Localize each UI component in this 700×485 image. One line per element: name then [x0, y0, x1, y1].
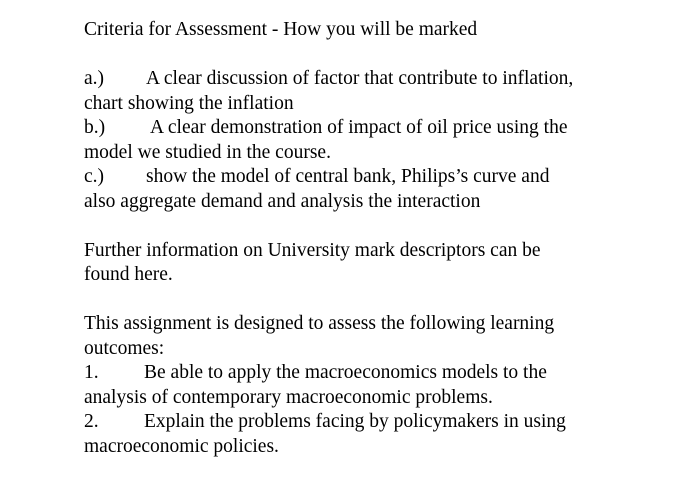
criterion-c-line2: also aggregate demand and analysis the interaction	[84, 190, 481, 212]
document-title: Criteria for Assessment - How you will be marked	[84, 19, 478, 40]
learning-outcome-1-marker: 1.	[84, 362, 99, 383]
learning-outcome-1	[84, 361, 684, 410]
criterion-a-line1	[84, 67, 684, 92]
criterion-a-line2: chart showing the inflation	[84, 92, 294, 114]
learning-outcomes-intro-line1: This assignment is designed to assess the following learning	[84, 313, 555, 334]
criterion-c-text: show the model of central bank, Philips’s curve and	[146, 166, 550, 187]
learning-outcomes-intro-line2: outcomes:	[84, 337, 165, 359]
criterion-c-marker: c.)	[84, 166, 105, 187]
criterion-a-marker: a.)	[84, 68, 105, 89]
criterion-b-marker: b.)	[84, 117, 106, 138]
further-information	[84, 239, 684, 288]
criterion-a-text: A clear discussion of factor that contribute to inflation,	[146, 68, 574, 89]
criterion-c	[84, 165, 684, 214]
learning-outcome-2-marker: 2.	[84, 411, 99, 432]
criterion-a	[84, 67, 684, 116]
criteria-list	[84, 67, 684, 214]
learning-outcomes-intro	[84, 312, 684, 361]
learning-outcome-1-line1	[84, 361, 684, 386]
criterion-c-line1	[84, 165, 684, 190]
criterion-b-text: A clear demonstration of impact of oil price using the	[150, 117, 568, 138]
further-information-line1: Further information on University mark descriptors can be	[84, 239, 541, 261]
learning-outcome-2-text: Explain the problems facing by policymakers in using	[144, 411, 566, 432]
learning-outcome-1-text: Be able to apply the macroeconomics models to the	[144, 362, 547, 383]
further-information-line2: found here.	[84, 264, 173, 285]
learning-outcomes-list	[84, 361, 684, 459]
criterion-b-line2: model we studied in the course.	[84, 141, 331, 163]
learning-outcome-2-line2: macroeconomic policies.	[84, 435, 279, 457]
criterion-b-line1	[84, 116, 684, 141]
assessment-document	[84, 18, 684, 459]
learning-outcome-2-line1	[84, 410, 684, 435]
learning-outcome-1-line2: analysis of contemporary macroeconomic problems.	[84, 386, 493, 408]
learning-outcome-2	[84, 410, 684, 459]
criterion-b	[84, 116, 684, 165]
